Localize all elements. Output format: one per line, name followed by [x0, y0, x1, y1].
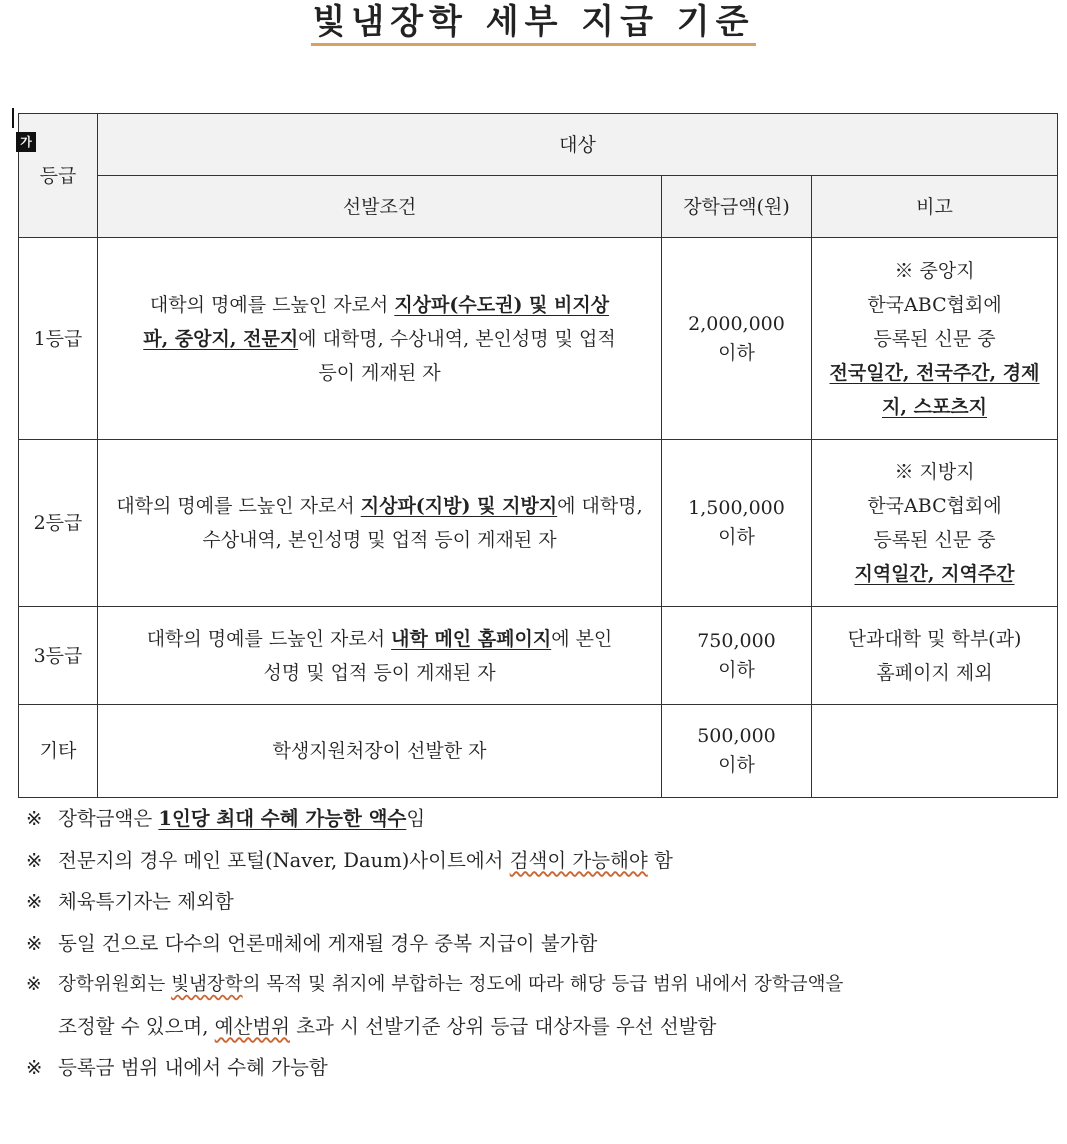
- condition-media: 내학 메인 홈페이지: [391, 627, 552, 650]
- note-text: 임: [406, 807, 426, 830]
- condition-media: 지상파(수도권) 및 비지상파, 중앙지, 전문지: [143, 293, 610, 350]
- amount-cell: [662, 705, 812, 798]
- note-mark: ※: [26, 890, 43, 913]
- note-item: [26, 798, 1066, 840]
- remark-cell: [812, 238, 1058, 440]
- header-row-1: [19, 114, 1058, 176]
- condition-cell: [98, 238, 662, 440]
- remark-cell-empty: [812, 705, 1058, 798]
- header-grade: 등급: [39, 164, 77, 187]
- amount-value: 500,000: [697, 725, 776, 747]
- remark-media: 지역일간, 지역주간: [854, 563, 1015, 585]
- table-row-other: [19, 705, 1058, 798]
- table-row-grade2: [19, 440, 1058, 607]
- scholarship-criteria-table: [18, 113, 1058, 798]
- note-item: [26, 1047, 1066, 1089]
- amount-cell: [662, 440, 812, 607]
- notes-section: [26, 798, 1066, 1089]
- document-title: [0, 0, 1067, 44]
- header-condition-cell: [98, 176, 662, 238]
- grade-cell: [19, 705, 98, 798]
- header-amount: 장학금액(원): [683, 195, 790, 218]
- amount-value: 2,000,000: [688, 312, 785, 335]
- remark-line: 등록된 신문 중: [873, 529, 996, 551]
- note-item: [26, 881, 1066, 923]
- condition-text: 대학의 명예를 드높인 자로서: [116, 495, 361, 517]
- header-amount-cell: [662, 176, 812, 238]
- condition-text-end: 에 대학명, 수상내역, 본인성명 및 업적 등이 게재된 자: [298, 327, 616, 384]
- note-text: 조정할 수 있으며,: [58, 1014, 215, 1038]
- header-remark-cell: [812, 176, 1058, 238]
- condition-cell: [98, 440, 662, 607]
- note-text: 함: [647, 848, 673, 872]
- amount-cell: [662, 238, 812, 440]
- remark-line: 한국ABC협회에: [867, 495, 1002, 517]
- note-text: 동일 건으로 다수의 언론매체에 게재될 경우 중복 지급이 불가함: [58, 931, 598, 955]
- document-title-text: 빛냄장학 세부 지급 기준: [311, 2, 757, 46]
- grade-label: 2등급: [33, 512, 83, 534]
- amount-suffix: 이하: [718, 754, 755, 776]
- table-row-grade3: [19, 607, 1058, 705]
- remark-line: 홈페이지 제외: [876, 661, 993, 684]
- grade-cell: [19, 238, 98, 440]
- grade-label: 기타: [39, 740, 77, 762]
- note-item: [26, 923, 1066, 965]
- amount-value: 1,500,000: [688, 497, 785, 519]
- grade-cell: [19, 607, 98, 705]
- note-text: 장학위원회는: [58, 974, 172, 995]
- note-spellcheck: 빛냄장학: [171, 974, 243, 995]
- note-mark: ※: [26, 848, 43, 872]
- note-item: [26, 840, 1066, 882]
- table-row-grade1: [19, 238, 1058, 440]
- note-item-continued: [26, 1006, 1066, 1048]
- note-text: 등록금 범위 내에서 수혜 가능함: [58, 1056, 328, 1079]
- condition-text: 학생지원처장이 선발한 자: [272, 740, 487, 762]
- condition-text-end: 에 대학명, 수상내역, 본인성명 및 업적 등이 게재된 자: [202, 495, 643, 551]
- header-target: 대상: [559, 133, 596, 156]
- note-mark: ※: [26, 807, 43, 830]
- condition-text: 대학의 명예를 드높인 자로서: [149, 293, 395, 316]
- note-mark: ※: [26, 1056, 43, 1079]
- remark-line: 한국ABC협회에: [867, 293, 1002, 316]
- remark-line: ※ 중앙지: [894, 259, 975, 282]
- note-text: 초과 시 선발기준 상위 등급 대상자를 우선 선발함: [290, 1014, 717, 1038]
- grade-label: 3등급: [33, 644, 83, 667]
- grade-label: 1등급: [33, 327, 83, 350]
- grade-cell: [19, 440, 98, 607]
- remark-line: 등록된 신문 중: [873, 327, 996, 350]
- amount-cell: [662, 607, 812, 705]
- note-text: 장학금액은: [58, 807, 159, 830]
- remark-line: 단과대학 및 학부(과): [847, 627, 1022, 650]
- note-emphasis: 1인당 최대 수혜 가능한 액수: [158, 807, 407, 830]
- remark-cell: [812, 607, 1058, 705]
- condition-media: 지상파(지방) 및 지방지: [360, 495, 558, 517]
- header-target-cell: [98, 114, 1058, 176]
- condition-cell: [98, 607, 662, 705]
- header-row-2: [19, 176, 1058, 238]
- ga-badge-icon: 가: [16, 132, 36, 152]
- note-mark: ※: [26, 931, 43, 955]
- note-spellcheck: 검색이 가능해야: [509, 848, 648, 872]
- note-mark: ※: [26, 974, 42, 995]
- condition-text: 대학의 명예를 드높인 자로서: [146, 627, 392, 650]
- text-cursor: [12, 108, 14, 128]
- remark-media: 전국일간, 전국주간, 경제지, 스포츠지: [829, 361, 1040, 418]
- amount-value: 750,000: [697, 629, 776, 652]
- note-spellcheck: 예산범위: [214, 1014, 291, 1038]
- note-text: 의 목적 및 취지에 부합하는 정도에 따라 해당 등급 범위 내에서 장학금액을: [242, 974, 844, 995]
- header-remark: 비고: [916, 195, 953, 218]
- note-item: [26, 964, 1066, 1006]
- remark-line: ※ 지방지: [894, 461, 975, 483]
- note-text: 체육특기자는 제외함: [58, 890, 234, 913]
- remark-cell: [812, 440, 1058, 607]
- note-text: 전문지의 경우 메인 포털(Naver, Daum)사이트에서: [58, 848, 510, 872]
- amount-suffix: 이하: [718, 658, 755, 681]
- header-condition: 선발조건: [342, 195, 417, 218]
- condition-cell: [98, 705, 662, 798]
- amount-suffix: 이하: [718, 526, 755, 548]
- amount-suffix: 이하: [718, 341, 755, 364]
- condition-text-end: 에 본인성명 및 업적 등이 게재된 자: [263, 627, 613, 684]
